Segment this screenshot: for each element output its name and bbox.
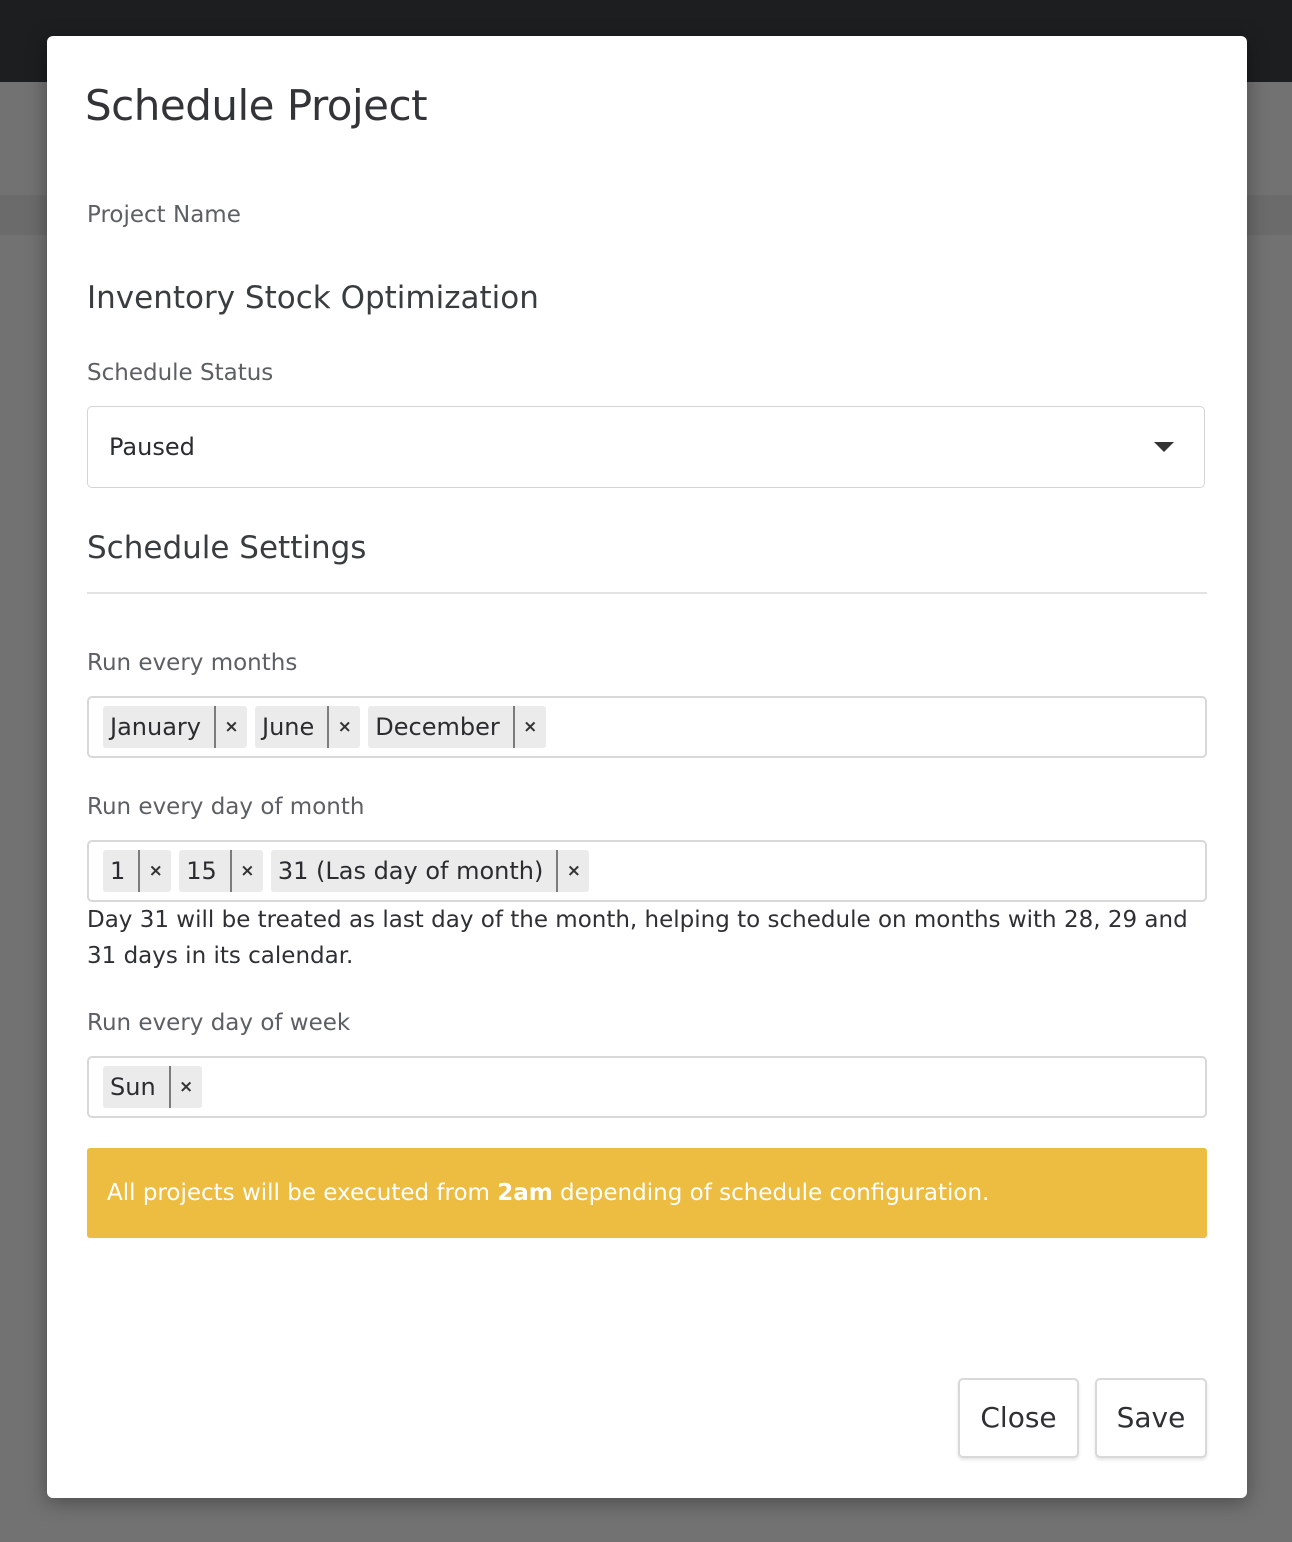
month-tag — [368, 706, 545, 748]
day-of-month-help-text: Day 31 will be treated as last day of the month, helping to schedule on months with 28, 29 and 31 days in its calendar. — [87, 907, 1188, 969]
day-tag — [179, 850, 263, 892]
day-tag — [103, 850, 171, 892]
project-name-label: Project Name — [87, 202, 241, 228]
month-tag — [255, 706, 360, 748]
tag-label: Sun — [110, 1073, 156, 1101]
day-of-week-label: Run every day of week — [87, 1010, 351, 1036]
caret-down-icon — [1154, 442, 1174, 452]
schedule-warning-alert — [87, 1148, 1207, 1238]
remove-tag-icon[interactable]: × — [523, 717, 538, 737]
project-name-value: Inventory Stock Optimization — [87, 280, 539, 316]
months-tag-input[interactable] — [87, 696, 1207, 758]
tag-label: 15 — [186, 857, 217, 885]
month-tag — [103, 706, 247, 748]
alert-text — [107, 1180, 989, 1206]
tag-label: December — [375, 713, 500, 741]
remove-tag-icon[interactable]: × — [224, 717, 239, 737]
day-of-month-tag-input[interactable] — [87, 840, 1207, 902]
remove-tag-icon[interactable]: × — [337, 717, 352, 737]
close-button[interactable]: Close — [958, 1378, 1079, 1458]
schedule-settings-title: Schedule Settings — [87, 530, 367, 566]
day-tag — [271, 850, 590, 892]
alert-text-before: All projects will be executed from — [107, 1180, 498, 1206]
save-button[interactable]: Save — [1095, 1378, 1207, 1458]
schedule-status-label: Schedule Status — [87, 360, 274, 386]
section-divider — [87, 592, 1207, 594]
remove-tag-icon[interactable]: × — [179, 1077, 194, 1097]
remove-tag-icon[interactable]: × — [240, 861, 255, 881]
day-of-month-label: Run every day of month — [87, 794, 365, 820]
remove-tag-icon[interactable]: × — [148, 861, 163, 881]
schedule-status-value: Paused — [109, 433, 195, 461]
schedule-project-modal — [47, 36, 1247, 1498]
tag-label: June — [261, 713, 315, 741]
alert-text-after: depending of schedule configuration. — [552, 1180, 990, 1206]
tag-label: 1 — [110, 857, 126, 885]
tag-label: 31 (Las day of month) — [277, 857, 544, 885]
modal-title: Schedule Project — [85, 81, 428, 130]
alert-text-time: 2am — [497, 1180, 553, 1206]
weekday-tag — [103, 1066, 202, 1108]
day-of-week-tag-input[interactable] — [87, 1056, 1207, 1118]
schedule-status-select[interactable] — [87, 406, 1205, 488]
months-label: Run every months — [87, 650, 298, 676]
remove-tag-icon[interactable]: × — [566, 861, 581, 881]
tag-label: January — [110, 713, 201, 741]
